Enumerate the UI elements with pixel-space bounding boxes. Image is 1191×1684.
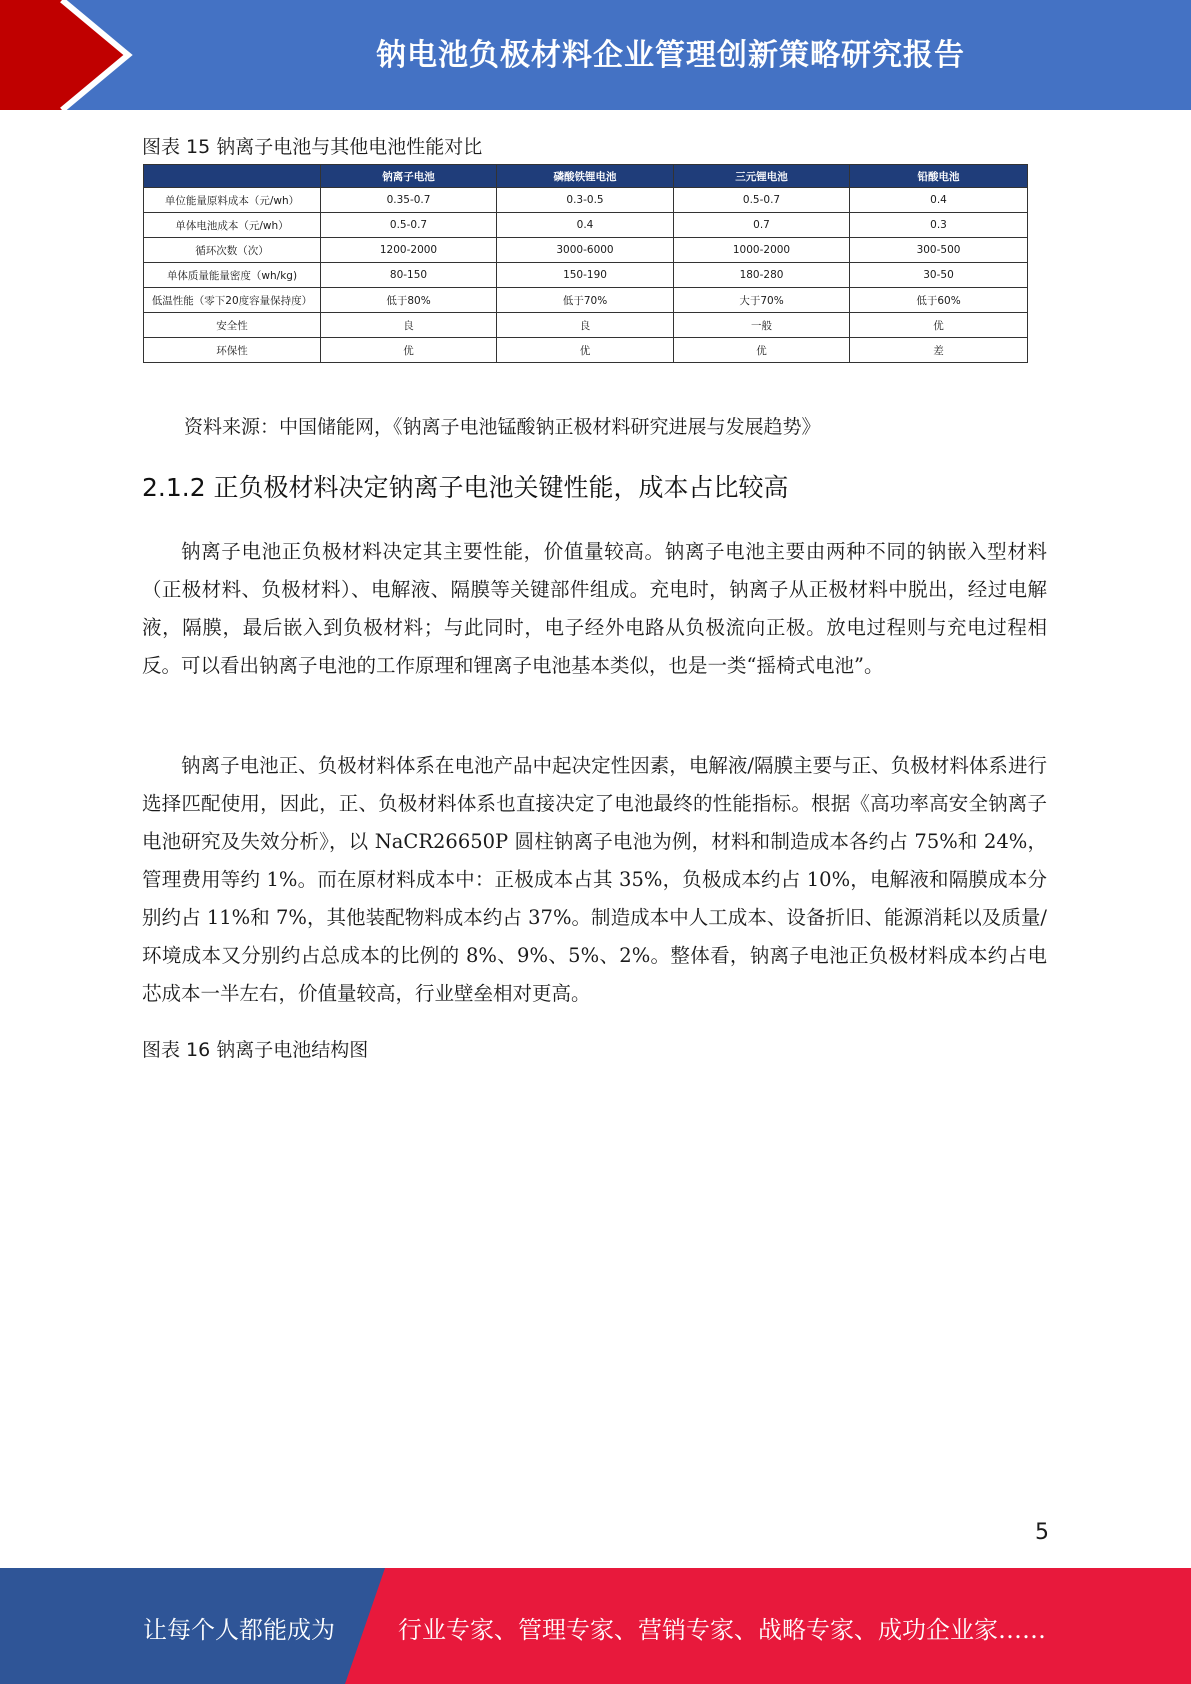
table-cell: 良 — [497, 313, 674, 338]
table-cell: 1000-2000 — [674, 238, 850, 263]
table-cell: 3000-6000 — [497, 238, 674, 263]
table-row — [144, 213, 1028, 238]
figure-15-caption: 图表 15 钠离子电池与其他电池性能对比 — [142, 136, 483, 158]
table-header-cell: 磷酸铁锂电池 — [497, 165, 674, 188]
table-cell: 0.5-0.7 — [674, 188, 850, 213]
page-header — [0, 0, 1191, 110]
page-footer — [0, 1568, 1191, 1684]
table-cell: 0.3-0.5 — [497, 188, 674, 213]
table-row — [144, 263, 1028, 288]
table-cell: 80-150 — [321, 263, 497, 288]
footer-slogan-right: 行业专家、管理专家、营销专家、战略专家、成功企业家…… — [398, 1616, 1046, 1644]
table-cell: 1200-2000 — [321, 238, 497, 263]
table-header-cell: 三元锂电池 — [674, 165, 850, 188]
table-cell: 单体电池成本（元/wh） — [144, 213, 321, 238]
table-cell: 150-190 — [497, 263, 674, 288]
table-cell: 低于80% — [321, 288, 497, 313]
table-cell: 300-500 — [850, 238, 1028, 263]
table-cell: 环保性 — [144, 338, 321, 363]
table-cell: 0.7 — [674, 213, 850, 238]
table-row — [144, 188, 1028, 213]
table-cell: 低于70% — [497, 288, 674, 313]
table-row — [144, 313, 1028, 338]
table-cell: 优 — [850, 313, 1028, 338]
battery-performance-table — [143, 164, 1028, 363]
figure-16-caption: 图表 16 钠离子电池结构图 — [142, 1039, 369, 1061]
table-cell: 180-280 — [674, 263, 850, 288]
report-title: 钠电池负极材料企业管理创新策略研究报告 — [376, 38, 965, 73]
table-header-cell: 钠离子电池 — [321, 165, 497, 188]
table-cell: 低于60% — [850, 288, 1028, 313]
table-cell: 单体质量能量密度（wh/kg) — [144, 263, 321, 288]
table-row — [144, 338, 1028, 363]
section-heading: 2.1.2 正负极材料决定钠离子电池关键性能，成本占比较高 — [142, 473, 789, 502]
table-cell: 差 — [850, 338, 1028, 363]
table-cell: 优 — [497, 338, 674, 363]
header-chevron-decoration — [0, 0, 150, 110]
table-cell: 安全性 — [144, 313, 321, 338]
table-cell: 0.35-0.7 — [321, 188, 497, 213]
table-cell: 30-50 — [850, 263, 1028, 288]
table-header-cell: 铅酸电池 — [850, 165, 1028, 188]
table-cell: 一般 — [674, 313, 850, 338]
body-paragraph: 钠离子电池正、负极材料体系在电池产品中起决定性因素，电解液/隔膜主要与正、负极材料体系进行选择匹配使用，因此，正、负极材料体系也直接决定了电池最终的性能指标。根据《高功率高安全钠离子电池研究及失效分析》，以 NaCR26650P 圆柱钠离子电池为例，材料和制造成本各约占 75%和 24%，管理费用等约 1%。而在原材料成本中：正极成本占其 35%，负极成本约占 10%，电解液和隔膜成本分别约占 11%和 7%，其他装配物料成本约占 37%。制造成本中人工成本、设备折旧、能源消耗以及质量/环境成本又分别约占总成本的比例的 8%、9%、5%、2%。整体看，钠离子电池正负极材料成本约占电芯成本一半左右，价值量较高，行业壁垒相对更高。 — [142, 754, 1047, 1005]
table-row — [144, 238, 1028, 263]
table-cell: 0.3 — [850, 213, 1028, 238]
table-cell: 优 — [321, 338, 497, 363]
table-cell: 低温性能（零下20度容量保持度） — [144, 288, 321, 313]
table-cell: 单位能量原料成本（元/wh） — [144, 188, 321, 213]
table-header-cell — [144, 165, 321, 188]
table-cell: 良 — [321, 313, 497, 338]
page-number: 5 — [1035, 1520, 1049, 1545]
table-cell: 优 — [674, 338, 850, 363]
body-paragraph: 钠离子电池正负极材料决定其主要性能，价值量较高。钠离子电池主要由两种不同的钠嵌入型材料（正极材料、负极材料）、电解液、隔膜等关键部件组成。充电时，钠离子从正极材料中脱出，经过电解液，隔膜，最后嵌入到负极材料；与此同时，电子经外电路从负极流向正极。放电过程则与充电过程相反。可以看出钠离子电池的工作原理和锂离子电池基本类似，也是一类“摇椅式电池”。 — [142, 540, 1047, 677]
table-row — [144, 288, 1028, 313]
table-cell: 0.5-0.7 — [321, 213, 497, 238]
table-cell: 0.4 — [497, 213, 674, 238]
data-source-note: 资料来源：中国储能网，《钠离子电池锰酸钠正极材料研究进展与发展趋势》 — [184, 416, 821, 438]
table-cell: 循环次数（次） — [144, 238, 321, 263]
footer-slogan-left: 让每个人都能成为 — [143, 1616, 335, 1644]
table-cell: 0.4 — [850, 188, 1028, 213]
table-header-row — [144, 165, 1028, 188]
table-cell: 大于70% — [674, 288, 850, 313]
